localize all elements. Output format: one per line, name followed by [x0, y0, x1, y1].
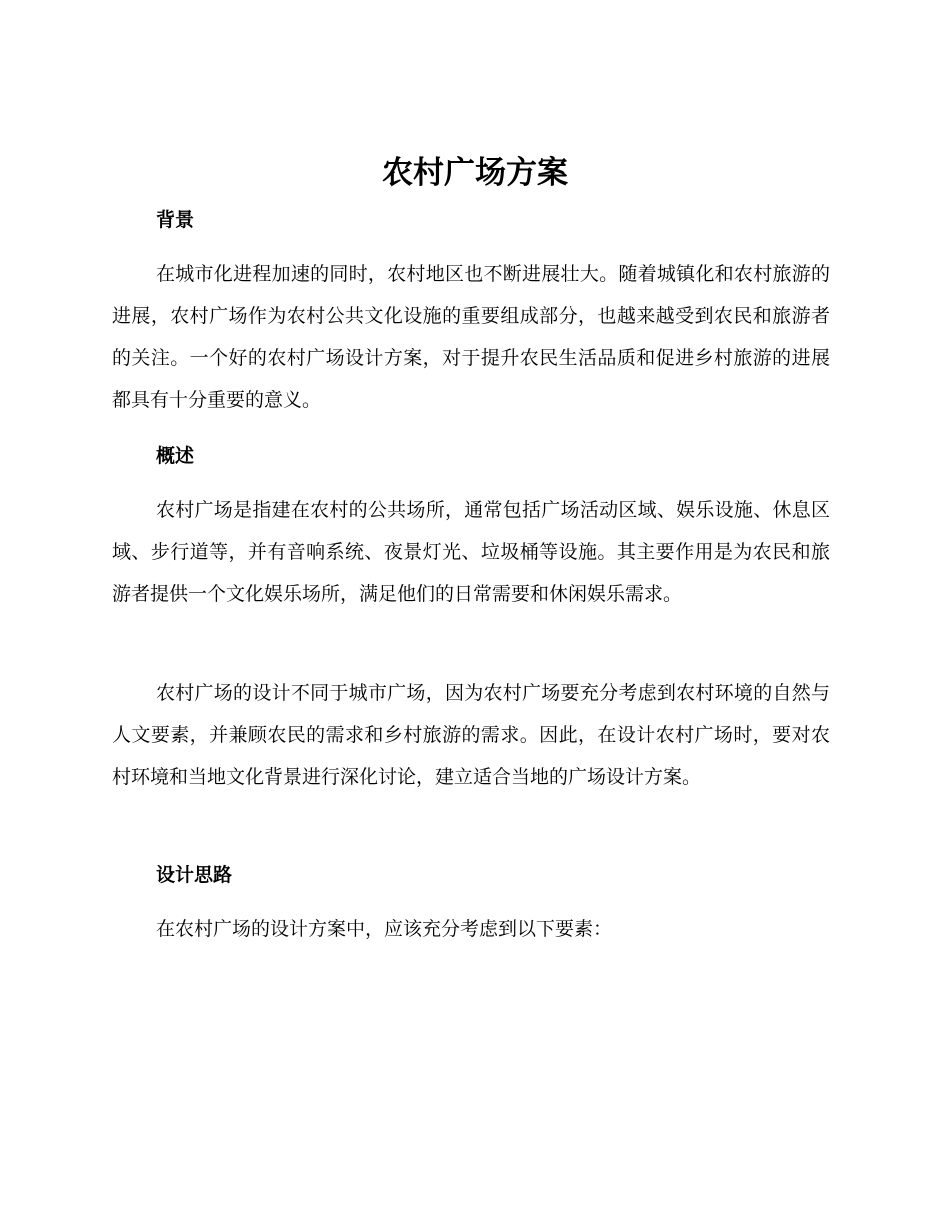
section-heading-overview: 概述 [156, 445, 195, 467]
paragraph-overview-1: 农村广场是指建在农村的公共场所，通常包括广场活动区域、娱乐设施、休息区域、步行道等，并有音响系统、夜景灯光、垃圾桶等设施。其主要作用是为农民和旅游者提供一个文化娱乐场所，满足他们的日常需要和休闲娱乐需求。 [112, 499, 830, 605]
paragraph-background: 在城市化进程加速的同时，农村地区也不断进展壮大。随着城镇化和农村旅游的进展，农村广场作为农村公共文化设施的重要组成部分，也越来越受到农民和旅游者的关注。一个好的农村广场设计方案，对于提升农民生活品质和促进乡村旅游的进展都具有十分重要的意义。 [112, 263, 830, 411]
paragraph-overview-2: 农村广场的设计不同于城市广场，因为农村广场要充分考虑到农村环境的自然与人文要素，并兼顾农民的需求和乡村旅游的需求。因此，在设计农村广场时，要对农村环境和当地文化背景进行深化讨论，建立适合当地的广场设计方案。 [112, 682, 830, 788]
paragraph-design-approach: 在农村广场的设计方案中，应该充分考虑到以下要素： [156, 918, 613, 940]
section-heading-design-approach: 设计思路 [156, 864, 233, 886]
section-heading-background: 背景 [156, 209, 195, 231]
document-title: 农村广场方案 [382, 155, 568, 191]
